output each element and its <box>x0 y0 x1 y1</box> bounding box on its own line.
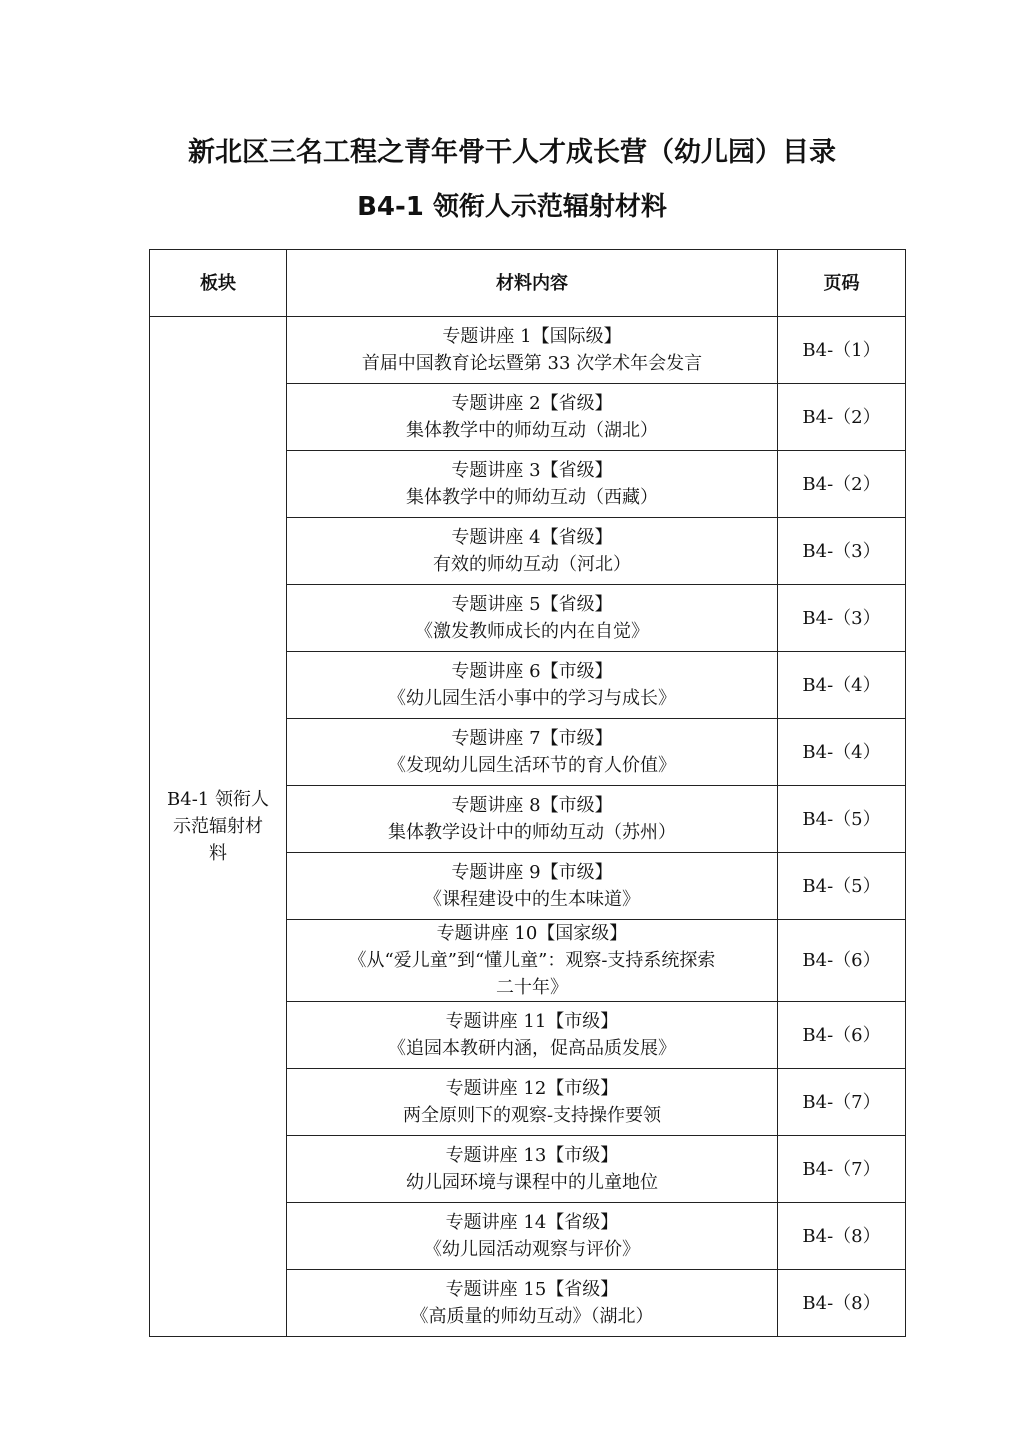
lecture-title: 专题讲座 3【省级】 <box>451 460 613 481</box>
content-cell <box>287 652 778 719</box>
document-title: 新北区三名工程之青年骨干人才成长营（幼儿园）目录 <box>188 137 836 168</box>
lecture-title: 专题讲座 2【省级】 <box>451 393 613 414</box>
lecture-topic: 《高质量的师幼互动》（湖北） <box>410 1306 654 1327</box>
content-cell <box>287 786 778 853</box>
lecture-topic: 有效的师幼互动（河北） <box>433 554 631 575</box>
page-cell: B4-（4） <box>778 652 906 719</box>
content-cell <box>287 1002 778 1069</box>
lecture-topic: 《幼儿园活动观察与评价》 <box>424 1239 640 1260</box>
lecture-title: 专题讲座 7【市级】 <box>451 728 613 749</box>
lecture-topic: 集体教学中的师幼互动（湖北） <box>406 420 658 441</box>
content-cell <box>287 1069 778 1136</box>
page-cell: B4-（2） <box>778 384 906 451</box>
lecture-topic: 《激发教师成长的内在自觉》 <box>415 621 649 642</box>
document-subtitle: B4-1 领衔人示范辐射材料 <box>357 192 667 222</box>
lecture-title: 专题讲座 5【省级】 <box>451 594 613 615</box>
page-cell: B4-（5） <box>778 786 906 853</box>
lecture-title: 专题讲座 1【国际级】 <box>442 326 622 347</box>
lecture-topic: 集体教学设计中的师幼互动（苏州） <box>388 822 676 843</box>
page-cell: B4-（4） <box>778 719 906 786</box>
section-line: 示范辐射材 <box>173 816 263 837</box>
lecture-title: 专题讲座 12【市级】 <box>445 1078 619 1099</box>
content-cell <box>287 1136 778 1203</box>
header-page: 页码 <box>778 250 906 317</box>
lecture-title: 专题讲座 15【省级】 <box>445 1279 619 1300</box>
section-line: B4-1 领衔人 <box>167 789 269 810</box>
lecture-title: 专题讲座 8【市级】 <box>451 795 613 816</box>
lecture-topic: 《从“爱儿童”到“懂儿童”：观察-支持系统探索 <box>348 950 716 971</box>
lecture-title: 专题讲座 4【省级】 <box>451 527 613 548</box>
content-cell <box>287 1270 778 1337</box>
lecture-title: 专题讲座 13【市级】 <box>445 1145 619 1166</box>
lecture-topic: 《幼儿园生活小事中的学习与成长》 <box>388 688 676 709</box>
section-cell <box>150 317 287 1337</box>
page-cell: B4-（5） <box>778 853 906 920</box>
content-cell <box>287 518 778 585</box>
page-cell: B4-（7） <box>778 1136 906 1203</box>
content-cell <box>287 317 778 384</box>
lecture-title: 专题讲座 6【市级】 <box>451 661 613 682</box>
page-cell: B4-（7） <box>778 1069 906 1136</box>
table-row <box>150 317 906 384</box>
page-cell: B4-（3） <box>778 518 906 585</box>
lecture-topic: 《课程建设中的生本味道》 <box>424 889 640 910</box>
header-content: 材料内容 <box>287 250 778 317</box>
table-header-row <box>150 250 906 317</box>
content-cell <box>287 1203 778 1270</box>
page-cell: B4-（6） <box>778 1002 906 1069</box>
page-cell: B4-（3） <box>778 585 906 652</box>
page-cell: B4-（1） <box>778 317 906 384</box>
lecture-topic: 《追园本教研内涵，促高品质发展》 <box>388 1038 676 1059</box>
lecture-title: 专题讲座 9【市级】 <box>451 862 613 883</box>
lecture-topic: 《发现幼儿园生活环节的育人价值》 <box>388 755 676 776</box>
page-cell: B4-（8） <box>778 1203 906 1270</box>
lecture-topic: 二十年》 <box>496 977 568 998</box>
lecture-topic: 幼儿园环境与课程中的儿童地位 <box>406 1172 658 1193</box>
lecture-title: 专题讲座 10【国家级】 <box>436 923 628 944</box>
content-cell <box>287 719 778 786</box>
section-line: 料 <box>209 843 227 864</box>
lecture-topic: 首届中国教育论坛暨第 33 次学术年会发言 <box>361 353 703 374</box>
content-cell <box>287 384 778 451</box>
content-cell <box>287 853 778 920</box>
page-cell: B4-（8） <box>778 1270 906 1337</box>
content-cell <box>287 920 778 1002</box>
lecture-title: 专题讲座 14【省级】 <box>445 1212 619 1233</box>
lecture-topic: 两全原则下的观察-支持操作要领 <box>402 1105 662 1126</box>
lecture-title: 专题讲座 11【市级】 <box>445 1011 619 1032</box>
contents-table <box>149 249 906 1337</box>
header-section: 板块 <box>150 250 287 317</box>
page-cell: B4-（6） <box>778 920 906 1002</box>
lecture-topic: 集体教学中的师幼互动（西藏） <box>406 487 658 508</box>
content-cell <box>287 451 778 518</box>
content-cell <box>287 585 778 652</box>
page-cell: B4-（2） <box>778 451 906 518</box>
